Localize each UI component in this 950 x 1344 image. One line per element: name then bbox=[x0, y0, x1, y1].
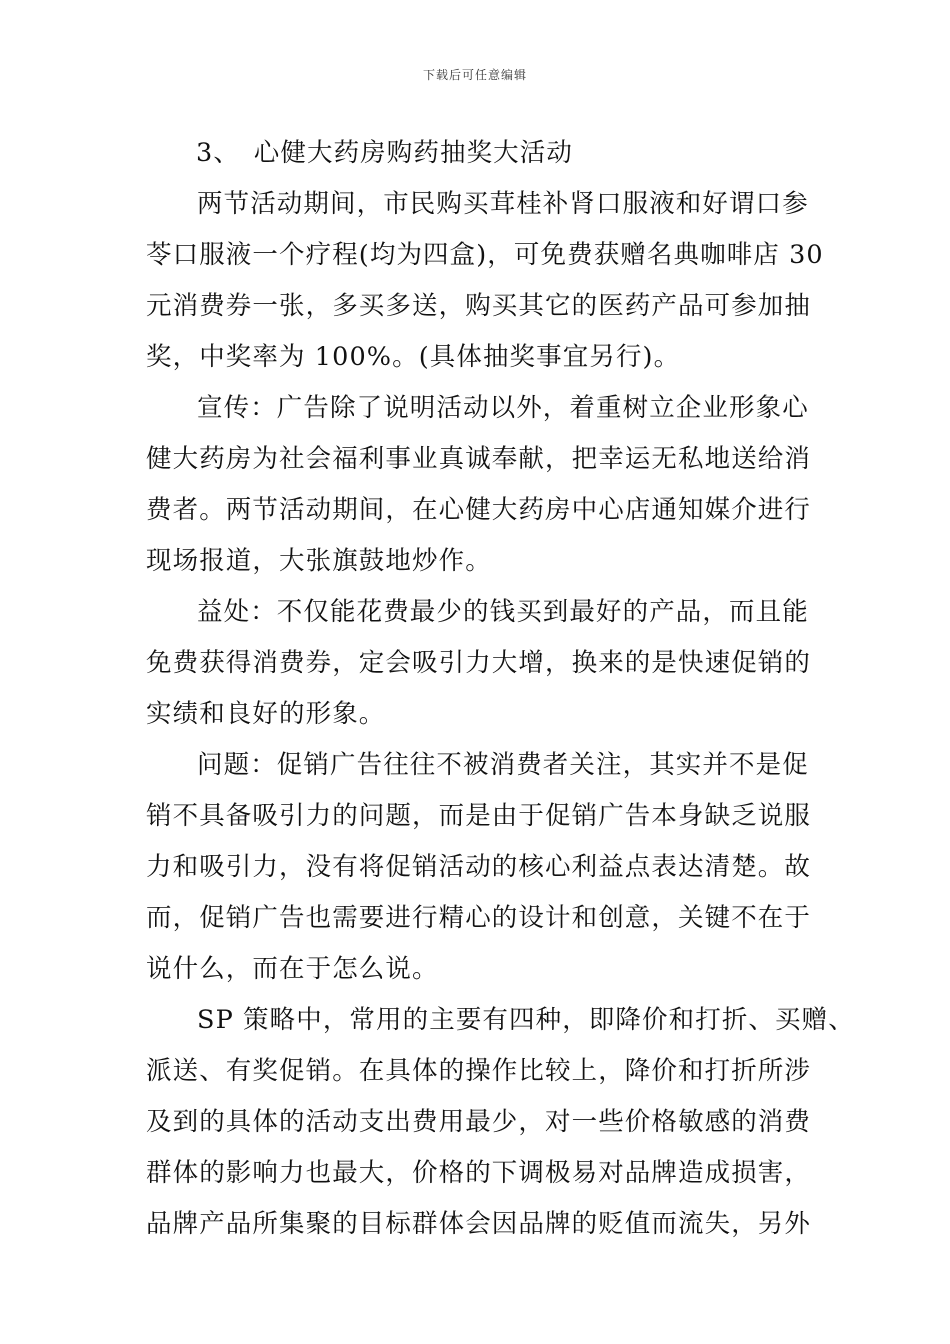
paragraph-line: 群体的影响力也最大，价格的下调极易对品牌造成损害， bbox=[146, 1158, 812, 1188]
paragraph-line: 奖，中奖率为 100%。(具体抽奖事宜另行)。 bbox=[146, 342, 681, 372]
paragraph-line: SP 策略中，常用的主要有四种，即降价和打折、买赠、 bbox=[197, 1005, 855, 1035]
paragraph-line: 健大药房为社会福利事业真诚奉献，把幸运无私地送给消 bbox=[146, 444, 812, 474]
paragraph-line: 费者。两节活动期间，在心健大药房中心店通知媒介进行 bbox=[146, 495, 812, 525]
paragraph-line: 销不具备吸引力的问题，而是由于促销广告本身缺乏说服 bbox=[146, 801, 812, 831]
paragraph-line: 而，促销广告也需要进行精心的设计和创意，关键不在于 bbox=[146, 903, 812, 933]
paragraph-line: 及到的具体的活动支出费用最少，对一些价格敏感的消费 bbox=[146, 1107, 812, 1137]
paragraph-line: 派送、有奖促销。在具体的操作比较上，降价和打折所涉 bbox=[146, 1056, 812, 1086]
section-heading: 3、 心健大药房购药抽奖大活动 bbox=[196, 138, 573, 168]
paragraph-line: 现场报道，大张旗鼓地炒作。 bbox=[146, 546, 492, 576]
paragraph-line: 宣传：广告除了说明活动以外，着重树立企业形象心 bbox=[197, 393, 809, 423]
page-header: 下载后可任意编辑 bbox=[422, 68, 527, 82]
paragraph-line: 说什么，而在于怎么说。 bbox=[146, 954, 439, 984]
paragraph-line: 实绩和良好的形象。 bbox=[146, 699, 386, 729]
document-body bbox=[146, 128, 855, 1250]
paragraph-line: 元消费券一张，多买多送，购买其它的医药产品可参加抽 bbox=[146, 291, 812, 321]
paragraph-line: 力和吸引力，没有将促销活动的核心利益点表达清楚。故 bbox=[146, 852, 812, 882]
paragraph-line: 两节活动期间，市民购买茸桂补肾口服液和好谓口参 bbox=[197, 189, 809, 219]
paragraph-line: 品牌产品所集聚的目标群体会因品牌的贬值而流失，另外 bbox=[146, 1209, 812, 1239]
paragraph-line: 问题：促销广告往往不被消费者关注，其实并不是促 bbox=[197, 750, 809, 780]
paragraph-line: 苓口服液一个疗程(均为四盒)，可免费获赠名典咖啡店 30 bbox=[146, 240, 824, 270]
paragraph-line: 益处：不仅能花费最少的钱买到最好的产品，而且能 bbox=[197, 597, 809, 627]
paragraph-line: 免费获得消费券，定会吸引力大增，换来的是快速促销的 bbox=[146, 648, 812, 678]
